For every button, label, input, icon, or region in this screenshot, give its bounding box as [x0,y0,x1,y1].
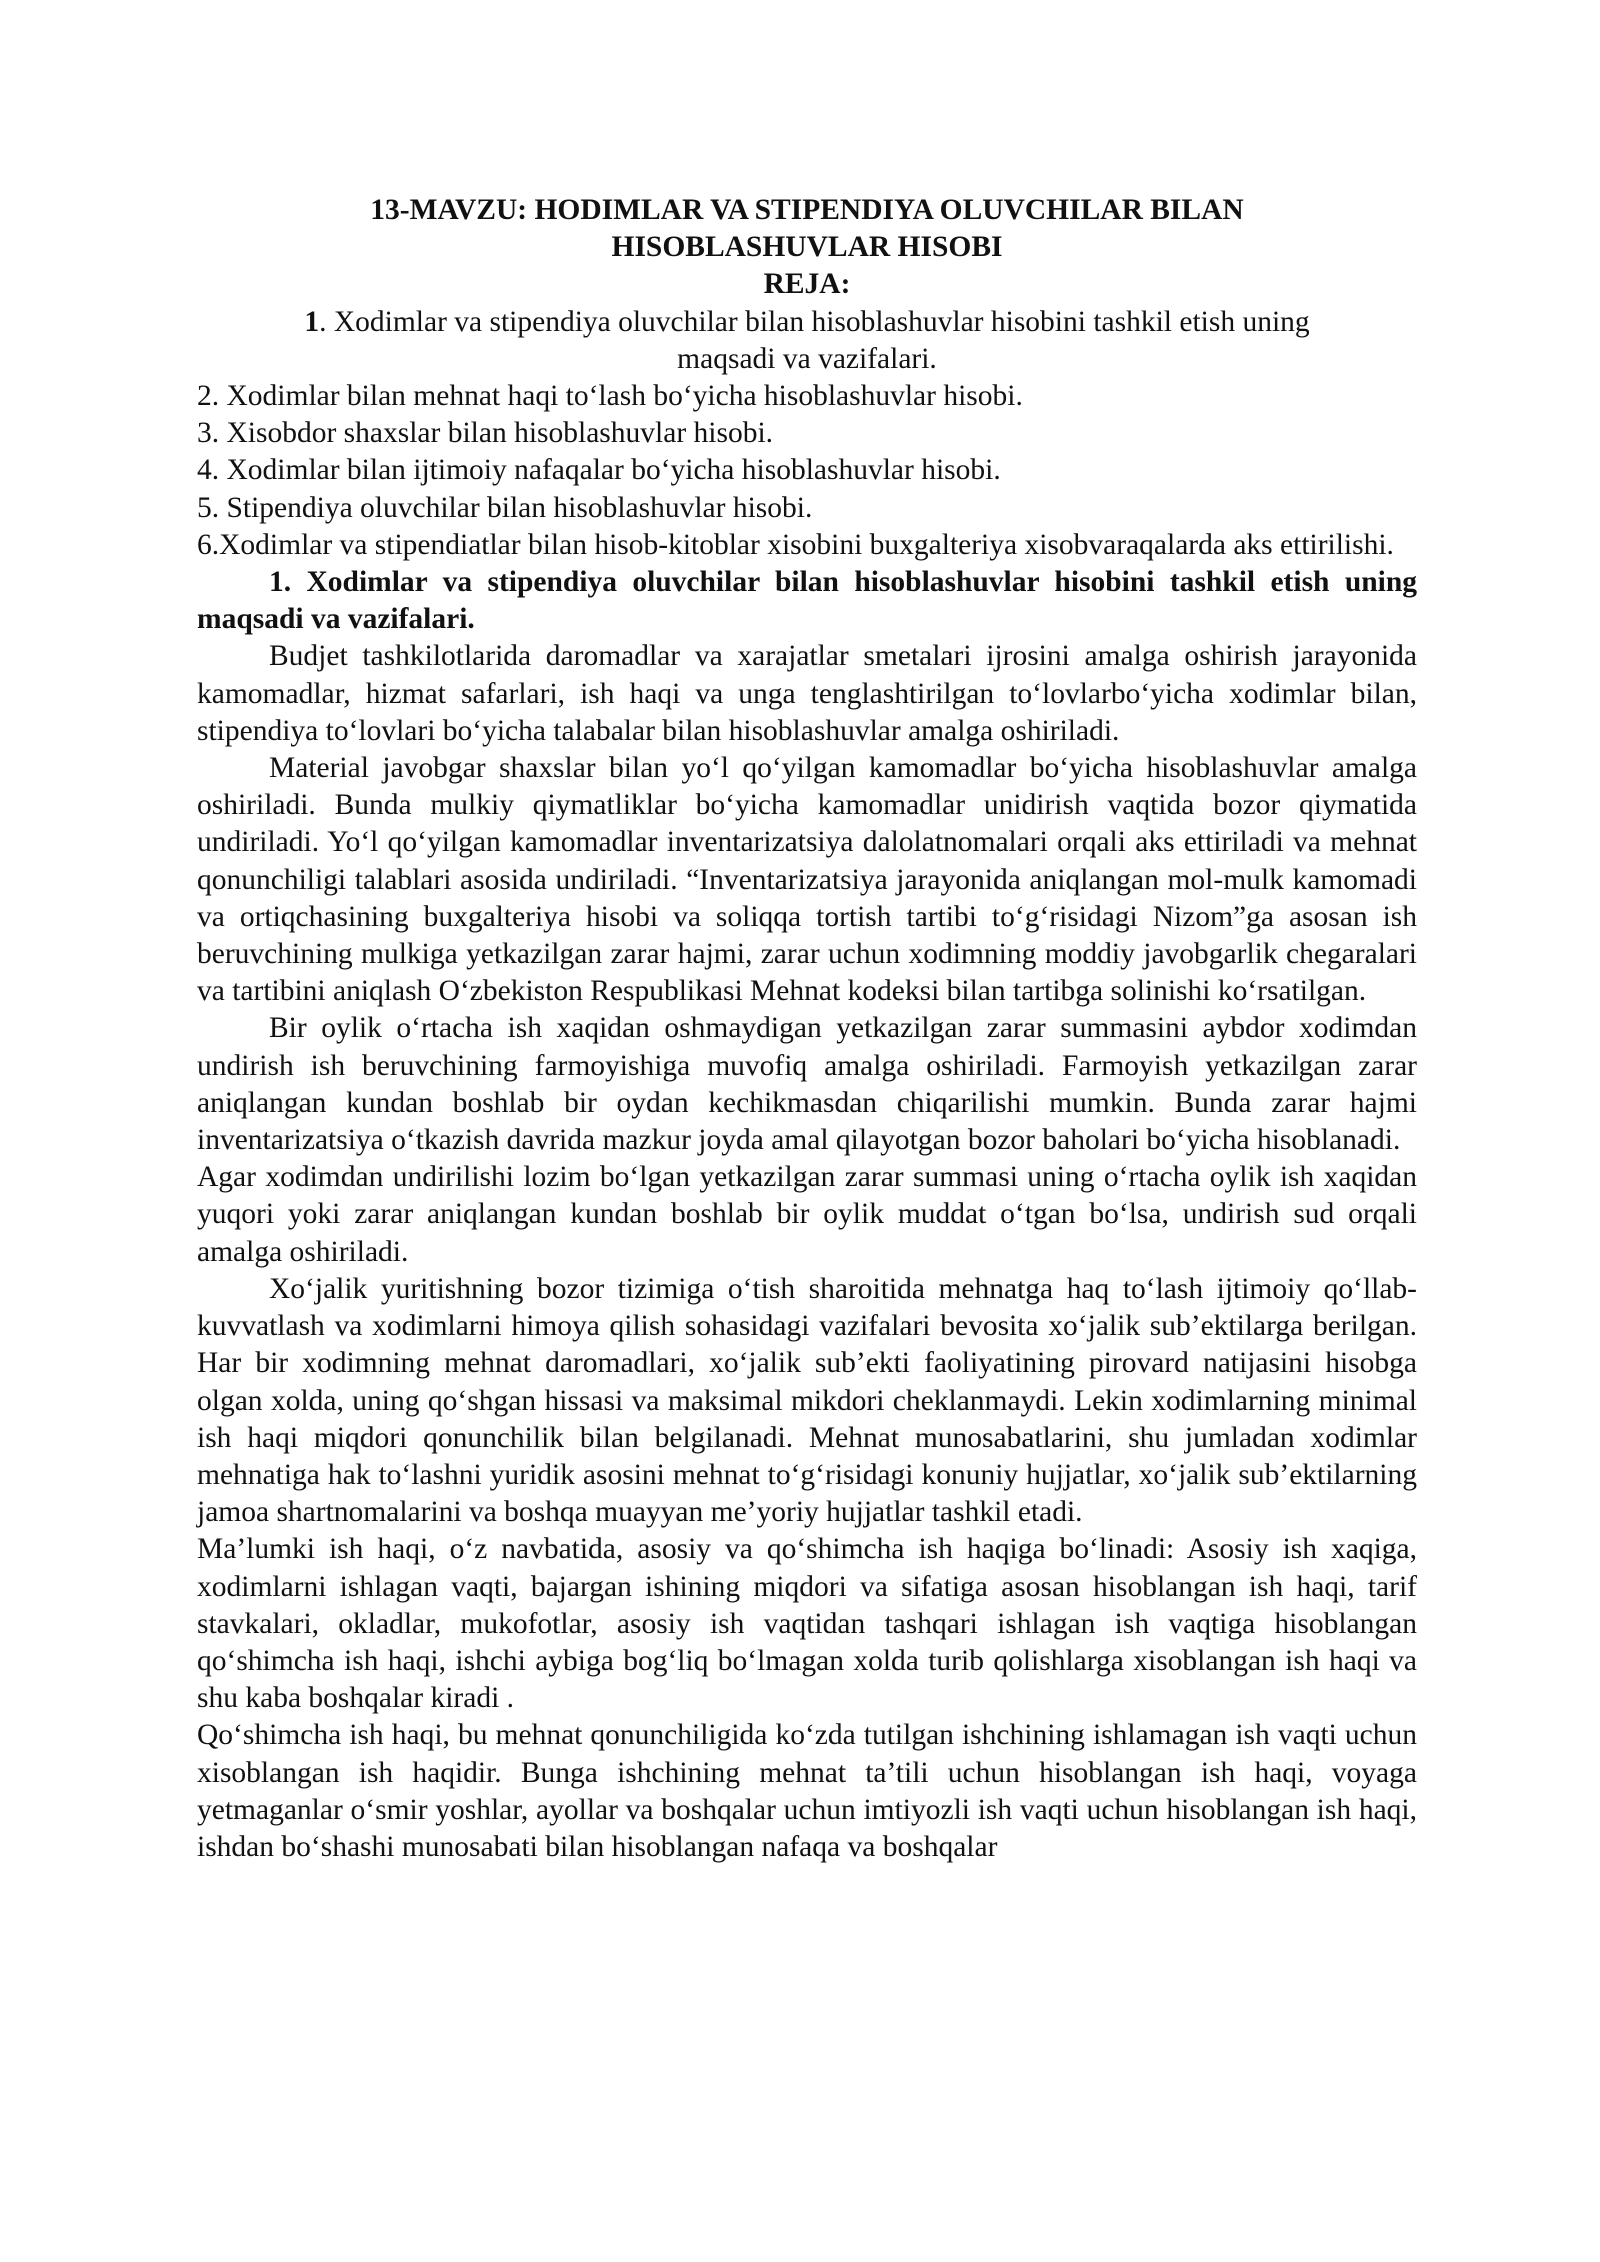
plan-item-3: 3. Xisobdor shaxslar bilan hisoblashuvlar hisobi. [197,417,774,450]
paragraph-6: Qo‘shimcha ish haqi, bu mehnat qonunchiligida ko‘zda tutilgan ishchining ishlamagan ish vaqti uchun xisoblangan ish haqidir. Bunga ishchining mehnat ta’tili uchun hisoblangan ish haqi, voyaga yetmaganlar o‘smir yoshlar, ayollar va boshqalar uchun imtiyozli ish vaqti uchun hisoblangan ish haqi, ishdan bo‘shashi munosabati bilan hisoblangan nafaqa va boshqalar [197,1719,1417,1863]
paragraph-5: Ma’lumki ish haqi, o‘z navbatida, asosiy va qo‘shimcha ish haqiga bo‘linadi: Asosiy ish xaqiga, xodimlarni ishlagan vaqti, bajargan ishining miqdori va sifatiga asosan hisoblangan ish haqi, tarif stavkalari, okladlar, mukofotlar, asosiy ish vaqtidan tashqari ishlagan ish vaqtiga hisoblangan qo‘shimcha ish haqi, ishchi aybiga bog‘liq bo‘lmagan xolda turib qolishlarga xisoblangan ish haqi va shu kaba boshqalar kiradi . [197,1533,1417,1715]
paragraph-3: Bir oylik o‘rtacha ish xaqidan oshmaydigan yetkazilgan zarar summasini aybdor xodimdan undirish ish beruvchining farmoyishiga muvofiq amalga oshiriladi. Farmoyish yetkazilgan zarar aniqlangan kundan boshlab bir oydan kechikmasdan chiqarilishi mumkin. Bunda zarar hajmi inventarizatsiya o‘tkazish davrida mazkur joyda amal qilayotgan bozor baholari bo‘yicha hisoblanadi. [197,1012,1417,1157]
document-page [197,192,1417,1866]
paragraph-2: Material javobgar shaxslar bilan yo‘l qo‘yilgan kamomadlar bo‘yicha hisoblashuvlar amalga oshiriladi. Bunda mulkiy qiymatliklar bo‘yicha kamomadlar unidirish vaqtida bozor qiymatida undiriladi. Yo‘l qo‘yilgan kamomadlar inventarizatsiya dalolatnomalari orqali aks ettiriladi va mehnat qonunchiligi talablari asosida undiriladi. “Inventarizatsiya jarayonida aniqlangan mol-mulk kamomadi va ortiqchasining buxgalteriya hisobi va soliqqa tortish tartibi to‘g‘risidagi Nizom”ga asosan ish beruvchining mulkiga yetkazilgan zarar hajmi, zarar uchun xodimning moddiy javobgarlik chegaralari va tartibini aniqlash O‘zbekiston Respublikasi Mehnat kodeksi bilan tartibga solinishi ko‘rsatilgan. [197,752,1417,1008]
plan-item-4: 4. Xodimlar bilan ijtimoiy nafaqalar bo‘yicha hisoblashuvlar hisobi. [197,454,1001,487]
section-1-heading: 1. Xodimlar va stipendiya oluvchilar bilan hisoblashuvlar hisobini tashkil etish uning maqsadi va vazifalari. [197,566,1417,636]
paragraph-1: Budjet tashkilotlarida daromadlar va xarajatlar smetalari ijrosini amalga oshirish jarayonida kamomadlar, hizmat safarlari, ish haqi va unga tenglashtirilgan to‘lovlarbo‘yicha xodimlar bilan, stipendiya to‘lovlari bo‘yicha talabalar bilan hisoblashuvlar amalga oshiriladi. [197,640,1417,747]
document-title-line-2: HISOBLASHUVLAR HISOBI [611,231,1003,264]
plan-heading: REJA: [763,268,851,301]
paragraph-3-continuation: Agar xodimdan undirilishi lozim bo‘lgan yetkazilgan zarar summasi uning o‘rtacha oylik ish xaqidan yuqori yoki zarar aniqlangan kundan boshlab bir oylik muddat o‘tgan bo‘lsa, undirish sud orqali amalga oshiriladi. [197,1161,1417,1268]
plan-item-6: 6.Xodimlar va stipendiatlar bilan hisob-kitoblar xisobini buxgalteriya xisobvaraqalarda aks ettirilishi. [197,528,1394,561]
plan-item-1-continuation: maqsadi va vazifalari. [677,342,937,375]
paragraph-4: Xo‘jalik yuritishning bozor tizimiga o‘tish sharoitida mehnatga haq to‘lash ijtimoiy qo‘llab-kuvvatlash va xodimlarni himoya qilish sohasidagi vazifalari bevosita xo‘jalik sub’ektilarga berilgan. Har bir xodimning mehnat daromadlari, xo‘jalik sub’ekti faoliyatining pirovard natijasini hisobga olgan xolda, uning qo‘shgan hissasi va maksimal mikdori cheklanmaydi. Lekin xodimlarning minimal ish haqi miqdori qonunchilik bilan belgilanadi. Mehnat munosabatlarini, shu jumladan xodimlar mehnatiga hak to‘lashni yuridik asosini mehnat to‘g‘risidagi konuniy hujjatlar, xo‘jalik sub’ektilarning jamoa shartnomalarini va boshqa muayyan me’yoriy hujjatlar tashkil etadi. [197,1272,1417,1529]
plan-item-5: 5. Stipendiya oluvchilar bilan hisoblashuvlar hisobi. [197,491,813,524]
plan-item-1-text: . Xodimlar va stipendiya oluvchilar bilan hisoblashuvlar hisobini tashkil etish uning [319,305,1310,338]
plan-item-1-number: 1 [304,305,320,338]
document-title-line-1: 13-MAVZU: HODIMLAR VA STIPENDIYA OLUVCHILAR BILAN [370,194,1244,226]
plan-item-1 [197,304,1417,341]
plan-item-2: 2. Xodimlar bilan mehnat haqi to‘lash bo‘yicha hisoblashuvlar hisobi. [197,380,1023,413]
